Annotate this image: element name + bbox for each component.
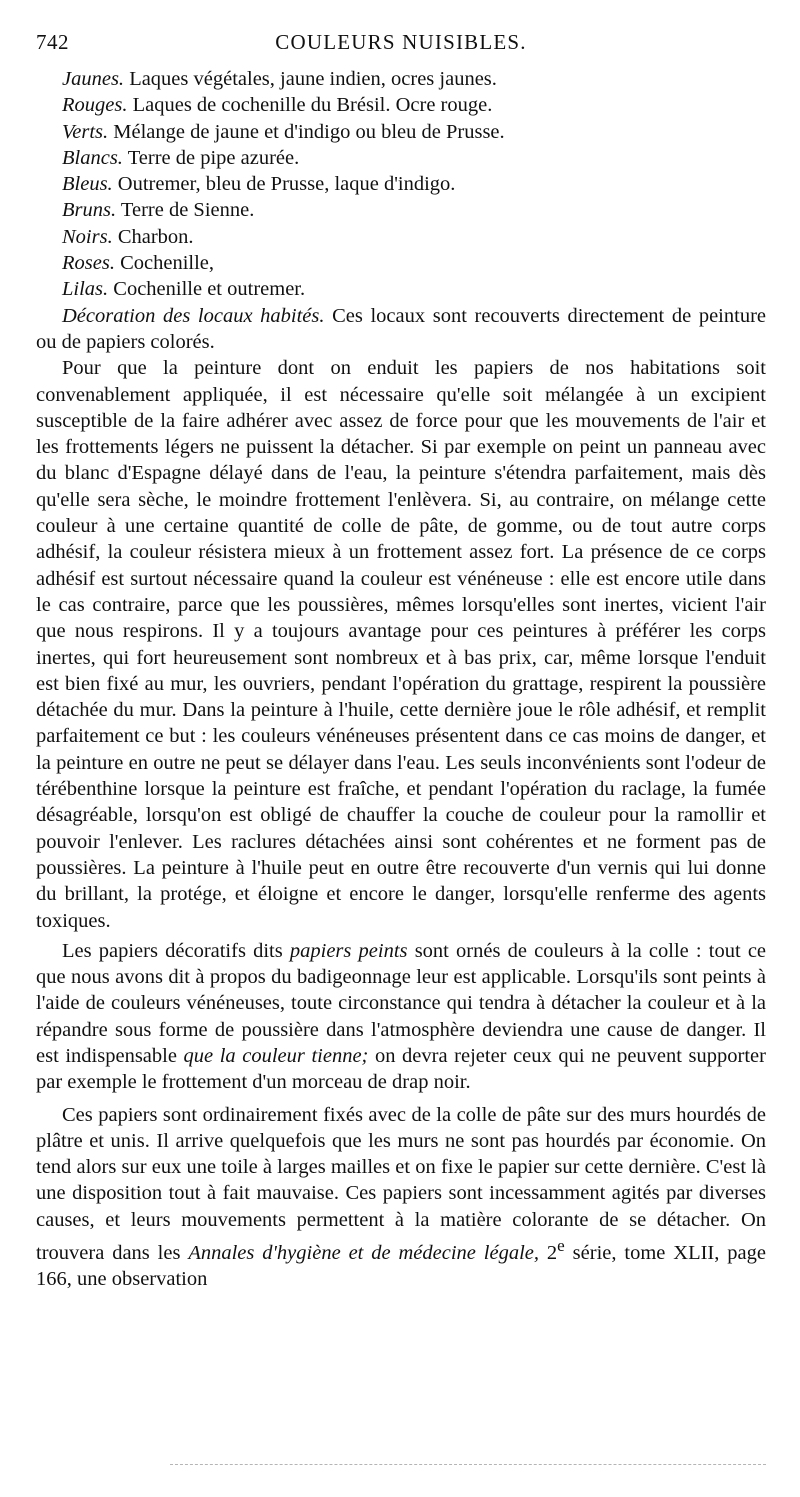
color-term: Verts. [62, 120, 109, 143]
book-page [36, 30, 766, 1292]
paragraph-text: série, tome XLII, page 166, une observation [36, 1241, 766, 1291]
italic-phrase: que la couleur tienne; [183, 1044, 369, 1067]
series-number: 2 [546, 1241, 558, 1264]
color-description: Terre de pipe azurée. [127, 146, 300, 169]
page-number: 742 [36, 30, 69, 54]
paragraph-text: Les papiers décoratifs dits [62, 939, 290, 962]
list-item [36, 145, 766, 171]
color-term: Jaunes. [62, 68, 125, 90]
list-item [36, 250, 766, 276]
paragraph-text: sont ornés de couleurs à la colle : tout ce que nous avons dit à propos du badigeonnage leur est applicable. Lorsqu'ils sont peints à l'aide de couleurs vénéneuses, toute circonstance qui tendra à détacher la couleur et à la répandre sous forme de poussière dans l'atmosphère deviendra une cause de danger. Il est indispensable [36, 939, 767, 1067]
body-paragraph-1: Pour que la peinture dont on enduit les papiers de nos habitations soit convenablement appliquée, il est nécessaire qu'elle soit mélangée à un excipient susceptible de la faire adhérer avec assez de force pour que les mouvements de l'air et les frottements légers ne puissent la détacher. Si par exemple on peint un panneau avec du blanc d'Espagne délayé dans de l'eau, la peinture s'étendra parfaitement, mais dès qu'elle sera sèche, le moindre frottement l'enlèvera. Si, au contraire, on mélange cette couleur à une certaine quantité de colle de pâte, de gomme, ou de tout autre corps adhésif, la couleur résistera mieux à un frottement assez fort. La présence de ce corps adhésif est surtout nécessaire quand la couleur est vénéneuse : elle est encore utile dans le cas contraire, parce que les poussières, mêmes lorsqu'elles sont inertes, vicient l'air que nous respirons. Il y a toujours avantage pour ces peintures à préférer les corps inertes, qui fort heureusement sont nombreux et à bas prix, car, même lorsque l'enduit est bien fixé au mur, les ouvriers, pendant l'opération du grattage, respirent la poussière détachée du mur. Dans la peinture à l'huile, cette dernière joue le rôle adhésif, et remplit parfaitement ce but : les couleurs vénéneuses présentent dans ce cas moins de danger, et la peinture en outre ne peut se délayer dans l'eau. Les seuls inconvénients sont l'odeur de térébenthine lorsque la peinture est fraîche, et pendant l'opération du raclage, la fumée désagréable, lorsqu'on est obligé de chauffer la couche de couleur pour la ramollir et pouvoir l'enlever. Les raclures détachées ainsi sont cohérentes et ne forment pas de poussières. La peinture à l'huile peut en outre être recouverte d'un vernis qui lui donne du brillant, la protége, et éloigne et encore le danger, lorsqu'elle renferme des agents toxiques. [36, 357, 766, 932]
color-term: Rouges. [62, 94, 128, 117]
color-term: Lilas. [62, 278, 109, 301]
paragraph-text: on devra rejeter ceux qui ne peuvent supporter par exemple le frottement d'un morceau de drap noir. [36, 1044, 766, 1094]
color-term: Bruns. [62, 199, 117, 222]
color-description: Charbon. [117, 225, 194, 248]
body-paragraph-2 [36, 938, 766, 1096]
color-description: Cochenille, [120, 252, 215, 275]
journal-title: Annales d'hygiène et de médecine légale, [188, 1241, 540, 1264]
paragraph-text: Ces papiers sont ordinairement fixés avec de la colle de pâte sur des murs hourdés de plâtre et unis. Il arrive quelquefois que les murs ne sont pas hourdés par économie. On tend alors sur eux une toile à larges mailles et on fixe le papier sur cette dernière. C'est là une disposition tout à fait mauvaise. Ces papiers sont incessamment agités par diverses causes, et leurs mouvements permettent à la matière colorante de se détacher. On trouvera dans les [36, 1103, 766, 1264]
intro-text: Ces locaux sont recouverts directement de peinture ou de papiers colorés. [36, 304, 766, 353]
body-paragraph-3 [36, 1102, 766, 1293]
color-description: Cochenille et outremer. [113, 278, 306, 301]
color-description: Laques de cochenille du Brésil. Ocre rouge. [132, 94, 493, 117]
series-ordinal-suffix: e [557, 1236, 565, 1256]
color-list [36, 66, 766, 303]
list-item [36, 224, 766, 250]
color-description: Mélange de jaune et d'indigo ou bleu de Prusse. [113, 120, 505, 143]
italic-term: papiers peints [289, 939, 408, 962]
section-lead: Décoration des locaux habités. [62, 304, 325, 327]
list-item [36, 119, 766, 145]
list-item [36, 92, 766, 118]
color-term: Roses. [62, 252, 115, 275]
list-item [36, 197, 766, 223]
intro-paragraph [36, 303, 766, 356]
color-term: Noirs. [62, 225, 113, 248]
list-item [36, 276, 766, 302]
color-term: Blancs. [62, 146, 123, 169]
color-term: Bleus. [62, 173, 113, 196]
list-item [36, 171, 766, 197]
page-header [36, 30, 766, 60]
footer-rule [170, 1464, 766, 1465]
list-item [36, 66, 766, 92]
color-description: Laques végétales, jaune indien, ocres jaunes. [129, 68, 497, 90]
color-description: Outremer, bleu de Prusse, laque d'indigo. [117, 173, 456, 196]
color-description: Terre de Sienne. [120, 199, 255, 222]
running-head: COULEURS NUISIBLES. [275, 30, 527, 54]
